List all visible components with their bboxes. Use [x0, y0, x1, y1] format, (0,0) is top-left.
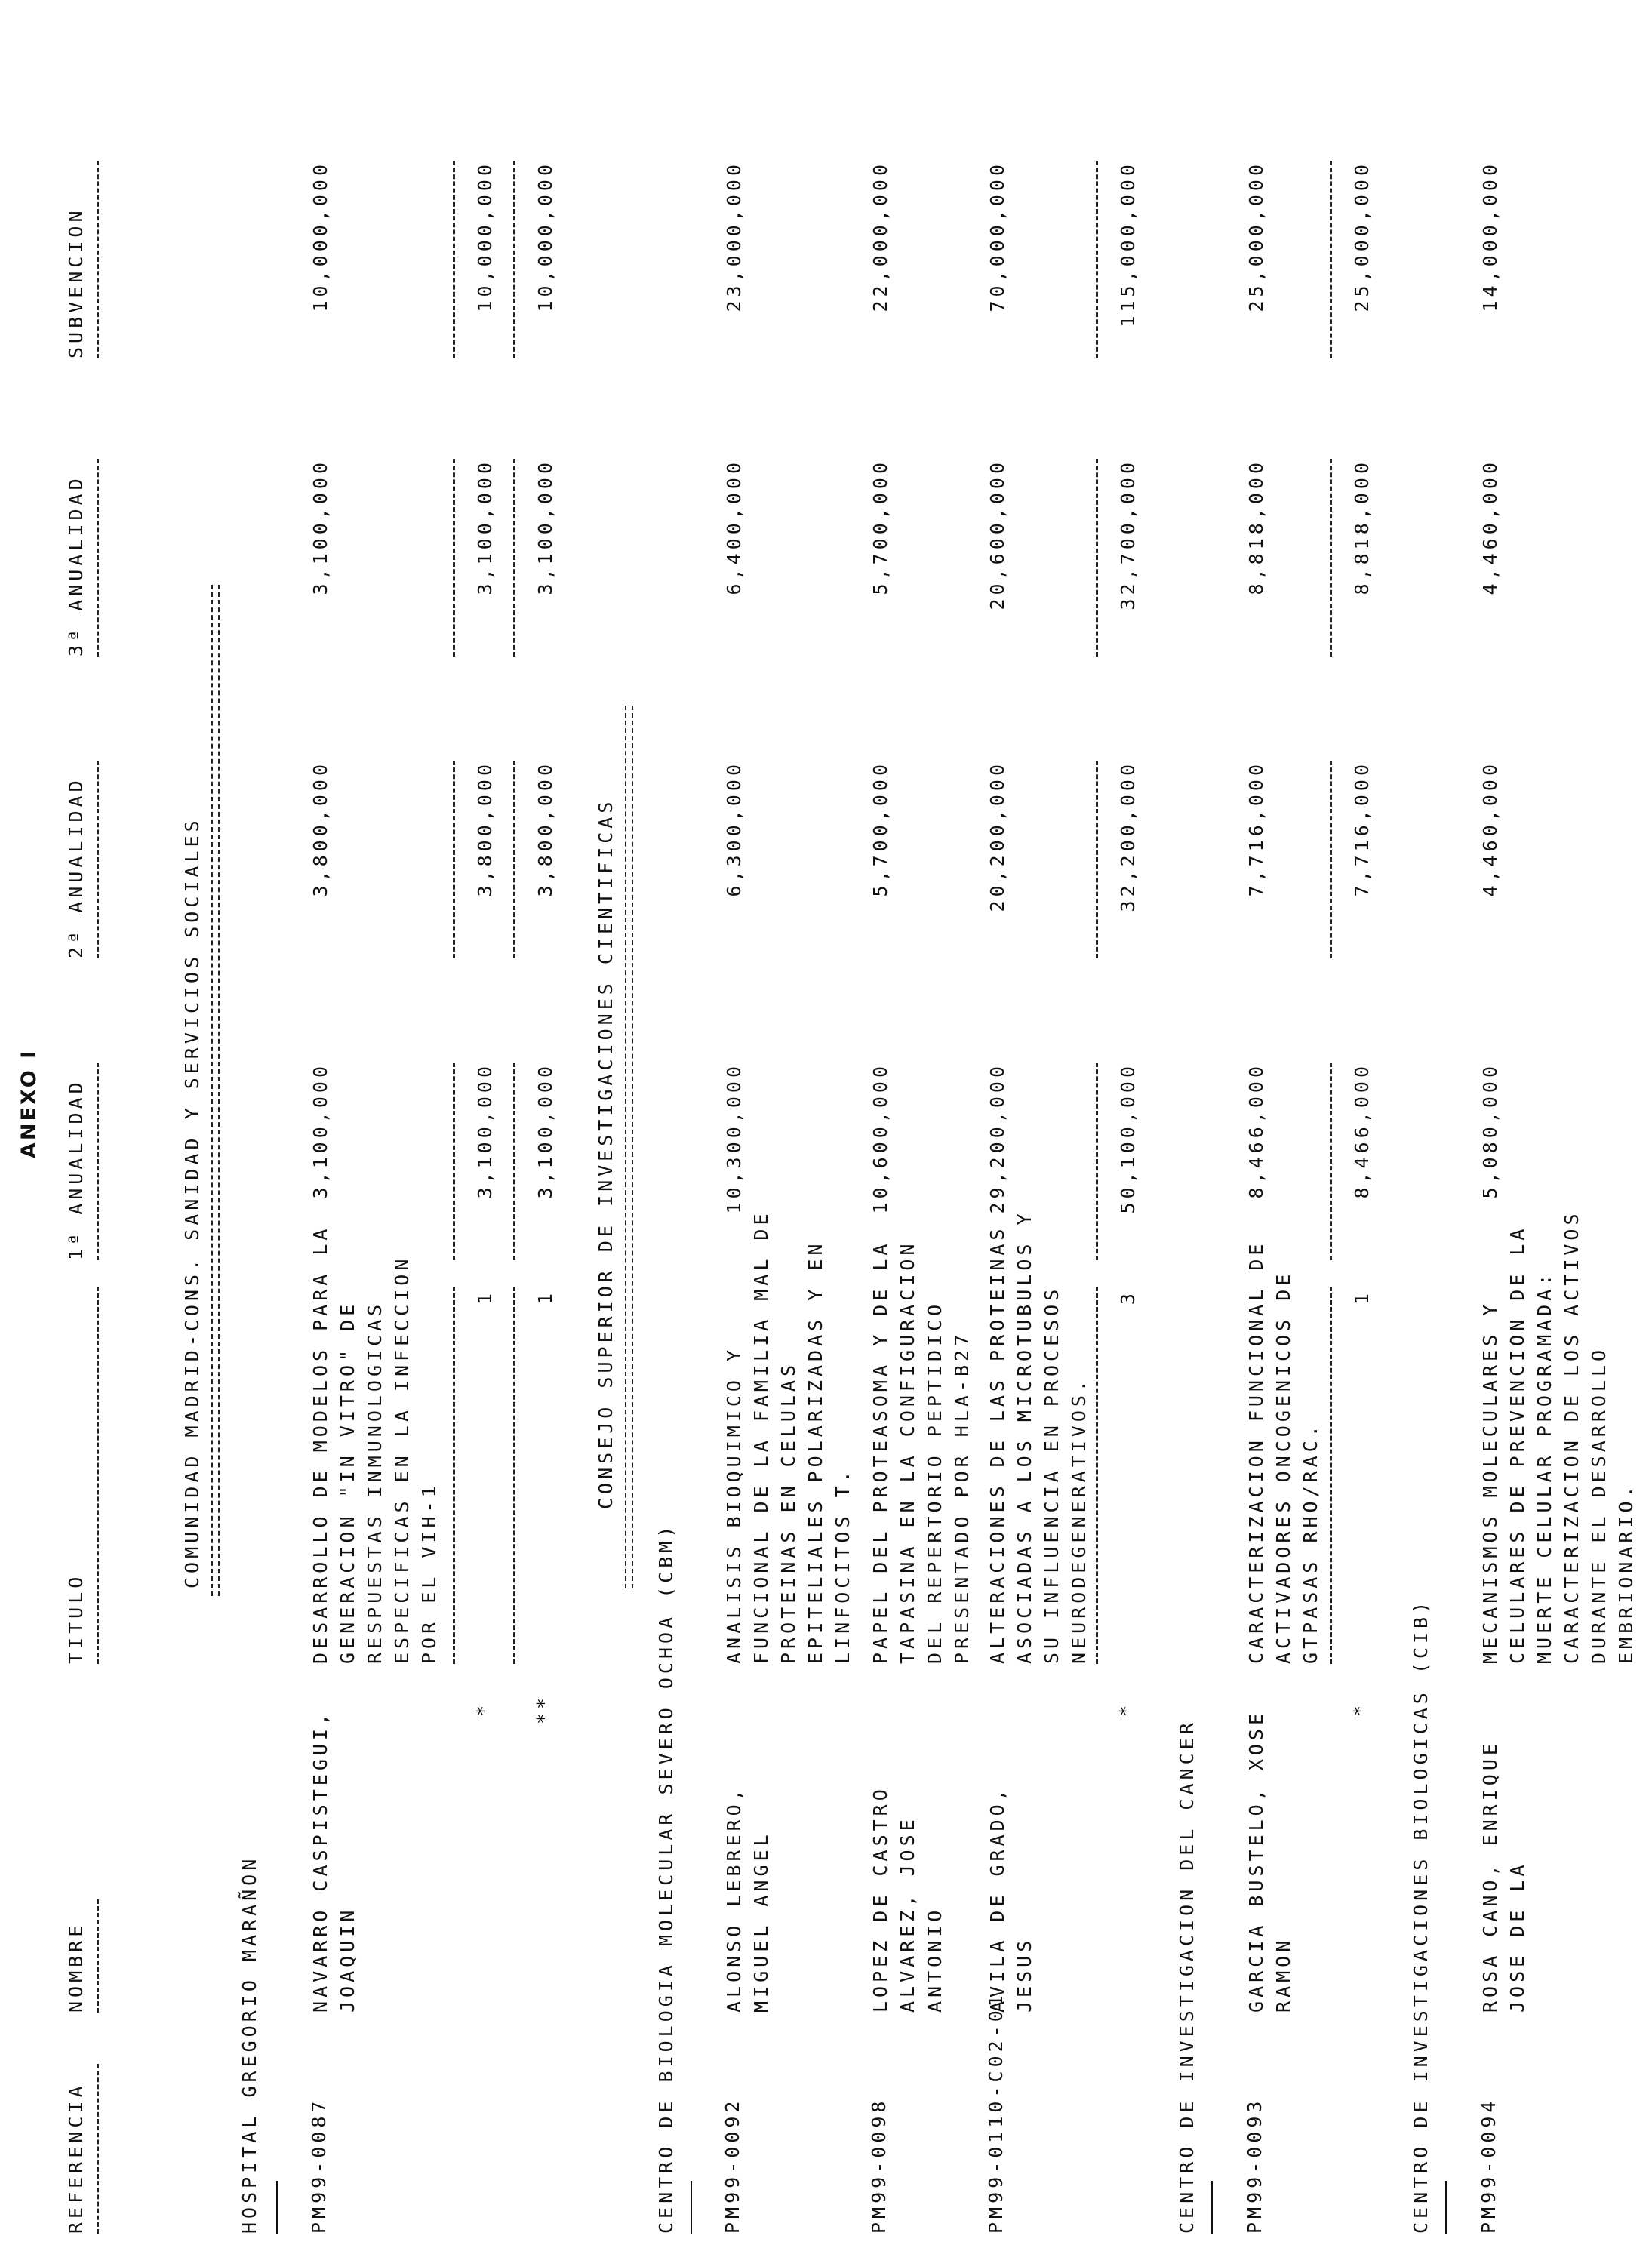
- subtotal-rule: [1096, 459, 1098, 657]
- header-underline: [97, 2064, 99, 2234]
- subtotal-anualidad-1: 3,100,000: [534, 1063, 556, 1199]
- subtotal-rule: [453, 1287, 455, 1664]
- row-anualidad-1: 5,080,000: [1479, 1063, 1501, 1199]
- subtotal-anualidad-2: 3,800,000: [534, 761, 556, 897]
- center-heading: HOSPITAL GREGORIO MARAÑON: [238, 1855, 260, 2234]
- row-referencia: PM99-0094: [1478, 2097, 1500, 2234]
- row-nombre: AVILA DE GRADO, JESUS: [986, 1785, 1035, 2013]
- header-titulo: TITULO: [65, 1573, 87, 1664]
- header-referencia: REFERENCIA: [65, 2082, 87, 2234]
- header-anualidad-1: 1ª ANUALIDAD: [65, 1078, 87, 1260]
- row-anualidad-3: 5,700,000: [869, 459, 891, 595]
- subtotal-rule: [453, 1063, 455, 1260]
- row-anualidad-2: 6,300,000: [723, 761, 745, 897]
- header-underline: [97, 161, 99, 358]
- row-titulo: PAPEL DEL PROTEASOMA Y DE LA TAPASINA EN LA CONFIGURACION DEL REPERTORIO PEPTIDICO PRESENTADO POR HLA-B27: [869, 1240, 973, 1664]
- row-nombre: LOPEZ DE CASTRO ALVAREZ, JOSE ANTONIO: [869, 1785, 946, 2013]
- header-underline: [97, 1899, 99, 2013]
- row-anualidad-1: 29,200,000: [986, 1063, 1008, 1214]
- row-referencia: PM99-0098: [868, 2097, 890, 2234]
- subtotal-rule: [1330, 1063, 1332, 1260]
- organisation-heading: COMUNIDAD MADRID-CONS. SANIDAD Y SERVICIOS SOCIALES: [181, 817, 203, 1588]
- subtotal-rule: [453, 459, 455, 657]
- subtotal-count: 1: [474, 1290, 496, 1305]
- subtotal-rule: [513, 459, 515, 657]
- subtotal-anualidad-3: 32,700,000: [1117, 459, 1139, 610]
- subtotal-rule: [513, 761, 515, 958]
- subtotal-subvencion: 10,000,000: [474, 161, 496, 312]
- header-underline: [97, 1287, 99, 1664]
- subtotal-rule: [453, 161, 455, 358]
- subtotal-rule: [1330, 761, 1332, 958]
- subtotal-rule: [453, 761, 455, 958]
- double-underline: [625, 706, 633, 1588]
- header-subvencion: SUBVENCION: [65, 207, 87, 358]
- subtotal-subvencion: 10,000,000: [534, 161, 556, 312]
- row-nombre: ALONSO LEBRERO, MIGUEL ANGEL: [723, 1785, 772, 2013]
- center-heading: CENTRO DE INVESTIGACIONES BIOLOGICAS (CIB): [1410, 1598, 1432, 2234]
- row-titulo: ANALISIS BIOQUIMICO Y FUNCIONAL DE LA FAMILIA MAL DE PROTEINAS EN CELULAS EPITELIALES POLARIZADAS Y EN LINFOCITOS T.: [723, 1210, 854, 1664]
- row-referencia: PM99-0093: [1244, 2097, 1266, 2234]
- row-anualidad-1: 10,600,000: [869, 1063, 891, 1214]
- row-anualidad-3: 20,600,000: [986, 459, 1008, 610]
- subtotal-subvencion: 115,000,000: [1117, 161, 1139, 328]
- row-titulo: MECANISMOS MOLECULARES Y CELULARES DE PREVENCION DE LA MUERTE CELULAR PROGRAMADA: CARACTERIZACION DE LOS ACTIVOS DURANTE EL DESARROLLO EMBRIONARIO.: [1479, 1210, 1637, 1664]
- row-titulo: DESARROLLO DE MODELOS PARA LA GENERACION "IN VITRO" DE RESPUESTAS INMUNOLOGICAS ESPECIFICAS EN LA INFECCION POR EL VIH-1: [309, 1225, 440, 1664]
- organisation-heading: CONSEJO SUPERIOR DE INVESTIGACIONES CIENTIFICAS: [595, 798, 617, 1509]
- header-anualidad-3: 3ª ANUALIDAD: [65, 475, 87, 657]
- row-anualidad-3: 3,100,000: [309, 459, 331, 595]
- rule: [691, 2181, 692, 2234]
- subtotal-rule: [1096, 761, 1098, 958]
- subtotal-anualidad-1: 3,100,000: [474, 1063, 496, 1199]
- row-subvencion: 22,000,000: [869, 161, 891, 312]
- row-subvencion: 10,000,000: [309, 161, 331, 312]
- row-titulo: ALTERACIONES DE LAS PROTEINAS ASOCIADAS A LOS MICROTUBULOS Y SU INFLUENCIA EN PROCESOS NEURODEGENERATIVOS.: [986, 1210, 1090, 1664]
- rule: [276, 2181, 278, 2234]
- subtotal-anualidad-3: 3,100,000: [534, 459, 556, 595]
- row-anualidad-2: 5,700,000: [869, 761, 891, 897]
- row-subvencion: 14,000,000: [1479, 161, 1501, 312]
- subtotal-mark: *: [1115, 1701, 1137, 1717]
- subtotal-anualidad-3: 3,100,000: [474, 459, 496, 595]
- row-subvencion: 23,000,000: [723, 161, 745, 312]
- row-nombre: GARCIA BUSTELO, XOSE RAMON: [1245, 1709, 1294, 2013]
- subtotal-rule: [513, 1063, 515, 1260]
- subtotal-rule: [1330, 161, 1332, 358]
- row-subvencion: 70,000,000: [986, 161, 1008, 312]
- row-anualidad-2: 7,716,000: [1245, 761, 1267, 897]
- row-anualidad-3: 8,818,000: [1245, 459, 1267, 595]
- header-anualidad-2: 2ª ANUALIDAD: [65, 777, 87, 958]
- header-nombre: NOMBRE: [65, 1921, 87, 2013]
- row-anualidad-1: 3,100,000: [309, 1063, 331, 1199]
- center-heading: CENTRO DE BIOLOGIA MOLECULAR SEVERO OCHOA (CBM): [655, 1522, 677, 2234]
- header-underline: [97, 1063, 99, 1260]
- subtotal-count: 1: [534, 1290, 556, 1305]
- subtotal-anualidad-3: 8,818,000: [1351, 459, 1373, 595]
- double-underline: [211, 585, 220, 1596]
- subtotal-mark: *: [1349, 1701, 1371, 1717]
- subtotal-count: 3: [1117, 1290, 1139, 1305]
- row-anualidad-1: 10,300,000: [723, 1063, 745, 1214]
- row-titulo: CARACTERIZACION FUNCIONAL DE ACTIVADORES ONCOGENICOS DE GTPASAS RHO/RAC.: [1245, 1240, 1321, 1664]
- subtotal-rule: [1330, 1287, 1332, 1664]
- subtotal-anualidad-1: 50,100,000: [1117, 1063, 1139, 1214]
- header-underline: [97, 761, 99, 958]
- subtotal-rule: [1096, 1287, 1098, 1664]
- subtotal-mark: *: [472, 1701, 494, 1717]
- row-referencia: PM99-0087: [308, 2097, 330, 2234]
- row-anualidad-3: 4,460,000: [1479, 459, 1501, 595]
- row-nombre: ROSA CANO, ENRIQUE JOSE DE LA: [1479, 1740, 1528, 2013]
- header-underline: [97, 459, 99, 657]
- row-anualidad-2: 4,460,000: [1479, 761, 1501, 897]
- subtotal-rule: [1330, 459, 1332, 657]
- rule: [1211, 2181, 1213, 2234]
- subtotal-count: 1: [1351, 1290, 1373, 1305]
- subtotal-anualidad-2: 3,800,000: [474, 761, 496, 897]
- subtotal-subvencion: 25,000,000: [1351, 161, 1373, 312]
- subtotal-rule: [1096, 1063, 1098, 1260]
- document-title: ANEXO I: [17, 1048, 41, 1158]
- row-anualidad-2: 3,800,000: [309, 761, 331, 897]
- rule: [1445, 2181, 1447, 2234]
- subtotal-anualidad-2: 7,716,000: [1351, 761, 1373, 897]
- center-heading: CENTRO DE INVESTIGACION DEL CANCER: [1176, 1719, 1198, 2234]
- subtotal-rule: [513, 1287, 515, 1664]
- subtotal-anualidad-1: 8,466,000: [1351, 1063, 1373, 1199]
- row-referencia: PM99-0092: [721, 2097, 743, 2234]
- row-anualidad-3: 6,400,000: [723, 459, 745, 595]
- row-subvencion: 25,000,000: [1245, 161, 1267, 312]
- subtotal-rule: [513, 161, 515, 358]
- subtotal-mark: **: [533, 1693, 555, 1724]
- subtotal-anualidad-2: 32,200,000: [1117, 761, 1139, 912]
- row-referencia: PM99-0110-C02-01: [985, 1991, 1007, 2234]
- row-nombre: NAVARRO CASPISTEGUI, JOAQUIN: [309, 1709, 358, 2013]
- subtotal-rule: [1096, 161, 1098, 358]
- row-anualidad-1: 8,466,000: [1245, 1063, 1267, 1199]
- row-anualidad-2: 20,200,000: [986, 761, 1008, 912]
